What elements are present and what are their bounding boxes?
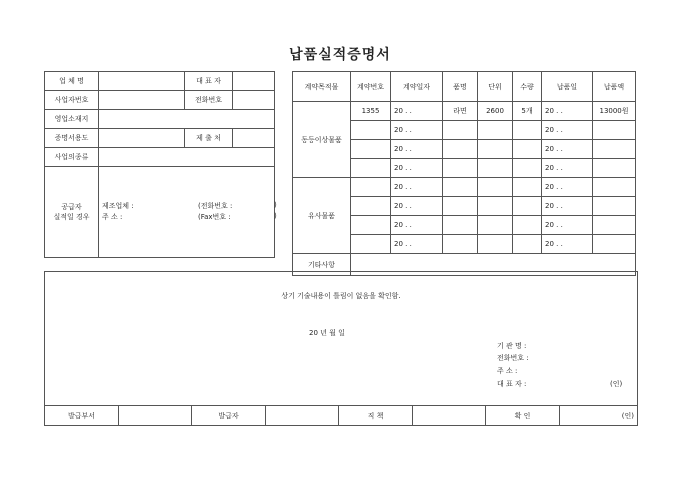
confirmation-section	[44, 271, 638, 406]
cell-item-name[interactable]	[443, 216, 478, 235]
issuing-dept-field[interactable]	[119, 406, 192, 426]
org-address-label: 주 소 :	[497, 367, 518, 375]
cell-quantity[interactable]	[513, 197, 542, 216]
header-amount: 납품액	[593, 72, 636, 102]
cell-contract-no[interactable]	[351, 140, 391, 159]
cell-quantity[interactable]	[513, 159, 542, 178]
cell-unit[interactable]: 2600	[478, 102, 513, 121]
company-name-label: 업 체 명	[45, 72, 99, 91]
cell-contract-date[interactable]: 20 . .	[391, 159, 443, 178]
issuer-label: 발급자	[192, 406, 266, 426]
cell-item-name[interactable]	[443, 140, 478, 159]
header-delivery-date: 납품일	[542, 72, 593, 102]
office-field[interactable]	[99, 110, 275, 129]
cell-item-name[interactable]	[443, 178, 478, 197]
confirm-label: 확 인	[486, 406, 560, 426]
org-ceo-label: 대 표 자 :	[497, 380, 527, 388]
biztype-field[interactable]	[99, 148, 275, 167]
supplier-field[interactable]	[99, 167, 275, 258]
supplier-label-line1: 공급자	[61, 203, 82, 211]
cell-contract-date[interactable]: 20 . .	[391, 102, 443, 121]
cell-contract-no[interactable]: 1355	[351, 102, 391, 121]
cell-unit[interactable]	[478, 216, 513, 235]
cell-quantity[interactable]	[513, 216, 542, 235]
cell-contract-date[interactable]: 20 . .	[391, 121, 443, 140]
cell-amount[interactable]: 13000원	[593, 102, 636, 121]
header-contract-object: 계약목적물	[293, 72, 351, 102]
cell-quantity[interactable]: 5개	[513, 102, 542, 121]
maker-address-label: 주 소 :	[102, 213, 123, 221]
maker-label: 제조업체 :	[102, 202, 134, 210]
cell-quantity[interactable]	[513, 121, 542, 140]
cell-contract-date[interactable]: 20 . .	[391, 178, 443, 197]
other-notes-label: 기타사항	[293, 254, 351, 276]
org-phone-label: 전화번호 :	[497, 354, 529, 362]
contract-table	[292, 71, 636, 276]
office-label: 영업소재지	[45, 110, 99, 129]
confirmation-date: 20 년 월 일	[309, 329, 345, 337]
cell-contract-no[interactable]	[351, 121, 391, 140]
confirmation-seal: (인)	[610, 380, 623, 388]
company-name-field[interactable]	[99, 72, 185, 91]
cell-amount[interactable]	[593, 216, 636, 235]
cell-unit[interactable]	[478, 235, 513, 254]
cell-contract-no[interactable]	[351, 235, 391, 254]
document-title: 납품실적증명서	[289, 47, 391, 63]
issuing-dept-label: 발급부서	[45, 406, 119, 426]
cell-unit[interactable]	[478, 140, 513, 159]
cell-delivery-date[interactable]: 20 . .	[542, 121, 593, 140]
cell-amount[interactable]	[593, 140, 636, 159]
cell-unit[interactable]	[478, 159, 513, 178]
header-quantity: 수량	[513, 72, 542, 102]
position-label: 직 책	[339, 406, 413, 426]
footer-seal[interactable]: (인)	[560, 406, 638, 426]
cell-item-name[interactable]	[443, 235, 478, 254]
cell-delivery-date[interactable]: 20 . .	[542, 159, 593, 178]
cell-contract-no[interactable]	[351, 197, 391, 216]
header-unit: 단위	[478, 72, 513, 102]
maker-fax-close: )	[274, 212, 277, 220]
cell-item-name[interactable]	[443, 159, 478, 178]
submit-label: 제 출 처	[185, 129, 233, 148]
maker-fax-label: (Fax번호 :	[198, 213, 231, 221]
cell-amount[interactable]	[593, 159, 636, 178]
cell-contract-date[interactable]: 20 . .	[391, 216, 443, 235]
cell-contract-no[interactable]	[351, 159, 391, 178]
confirmation-statement: 상기 기술내용이 틀림이 없음을 확인함.	[281, 292, 401, 300]
maker-phone-label: (전화번호 :	[198, 202, 233, 210]
cell-delivery-date[interactable]: 20 . .	[542, 102, 593, 121]
org-name-label: 기 관 명 :	[497, 342, 527, 350]
cell-contract-date[interactable]: 20 . .	[391, 235, 443, 254]
bizno-label: 사업자번호	[45, 91, 99, 110]
cell-item-name[interactable]	[443, 121, 478, 140]
supplier-label	[45, 167, 99, 258]
cell-quantity[interactable]	[513, 140, 542, 159]
issuer-field[interactable]	[266, 406, 339, 426]
cell-unit[interactable]	[478, 121, 513, 140]
cell-delivery-date[interactable]: 20 . .	[542, 140, 593, 159]
cell-amount[interactable]	[593, 235, 636, 254]
header-contract-no: 계약번호	[351, 72, 391, 102]
header-contract-date: 계약일자	[391, 72, 443, 102]
cell-delivery-date[interactable]: 20 . .	[542, 216, 593, 235]
purpose-field[interactable]	[99, 129, 185, 148]
header-item-name: 품명	[443, 72, 478, 102]
cell-unit[interactable]	[478, 178, 513, 197]
cell-contract-no[interactable]	[351, 178, 391, 197]
position-field[interactable]	[413, 406, 486, 426]
phone-field[interactable]	[233, 91, 275, 110]
cell-item-name[interactable]: 라면	[443, 102, 478, 121]
cell-delivery-date[interactable]: 20 . .	[542, 178, 593, 197]
group-equivalent-label: 동등이상물품	[293, 102, 351, 178]
cell-amount[interactable]	[593, 197, 636, 216]
cell-delivery-date[interactable]: 20 . .	[542, 235, 593, 254]
issuer-table	[44, 405, 638, 426]
cell-contract-date[interactable]: 20 . .	[391, 140, 443, 159]
submit-field[interactable]	[233, 129, 275, 148]
biztype-label: 사업의종류	[45, 148, 99, 167]
bizno-field[interactable]	[99, 91, 185, 110]
ceo-field[interactable]	[233, 72, 275, 91]
cell-unit[interactable]	[478, 197, 513, 216]
table-row	[293, 178, 636, 197]
applicant-info-table	[44, 71, 275, 258]
maker-phone-close: )	[274, 201, 277, 209]
cell-quantity[interactable]	[513, 235, 542, 254]
group-similar-label: 유사물품	[293, 178, 351, 254]
cell-amount[interactable]	[593, 121, 636, 140]
cell-delivery-date[interactable]: 20 . .	[542, 197, 593, 216]
cell-contract-no[interactable]	[351, 216, 391, 235]
supplier-label-line2: 실적일 경우	[53, 213, 90, 221]
cell-contract-date[interactable]: 20 . .	[391, 197, 443, 216]
cell-amount[interactable]	[593, 178, 636, 197]
cell-item-name[interactable]	[443, 197, 478, 216]
purpose-label: 증명서용도	[45, 129, 99, 148]
ceo-label: 대 표 자	[185, 72, 233, 91]
cell-quantity[interactable]	[513, 178, 542, 197]
phone-label: 전화번호	[185, 91, 233, 110]
table-row	[293, 102, 636, 121]
